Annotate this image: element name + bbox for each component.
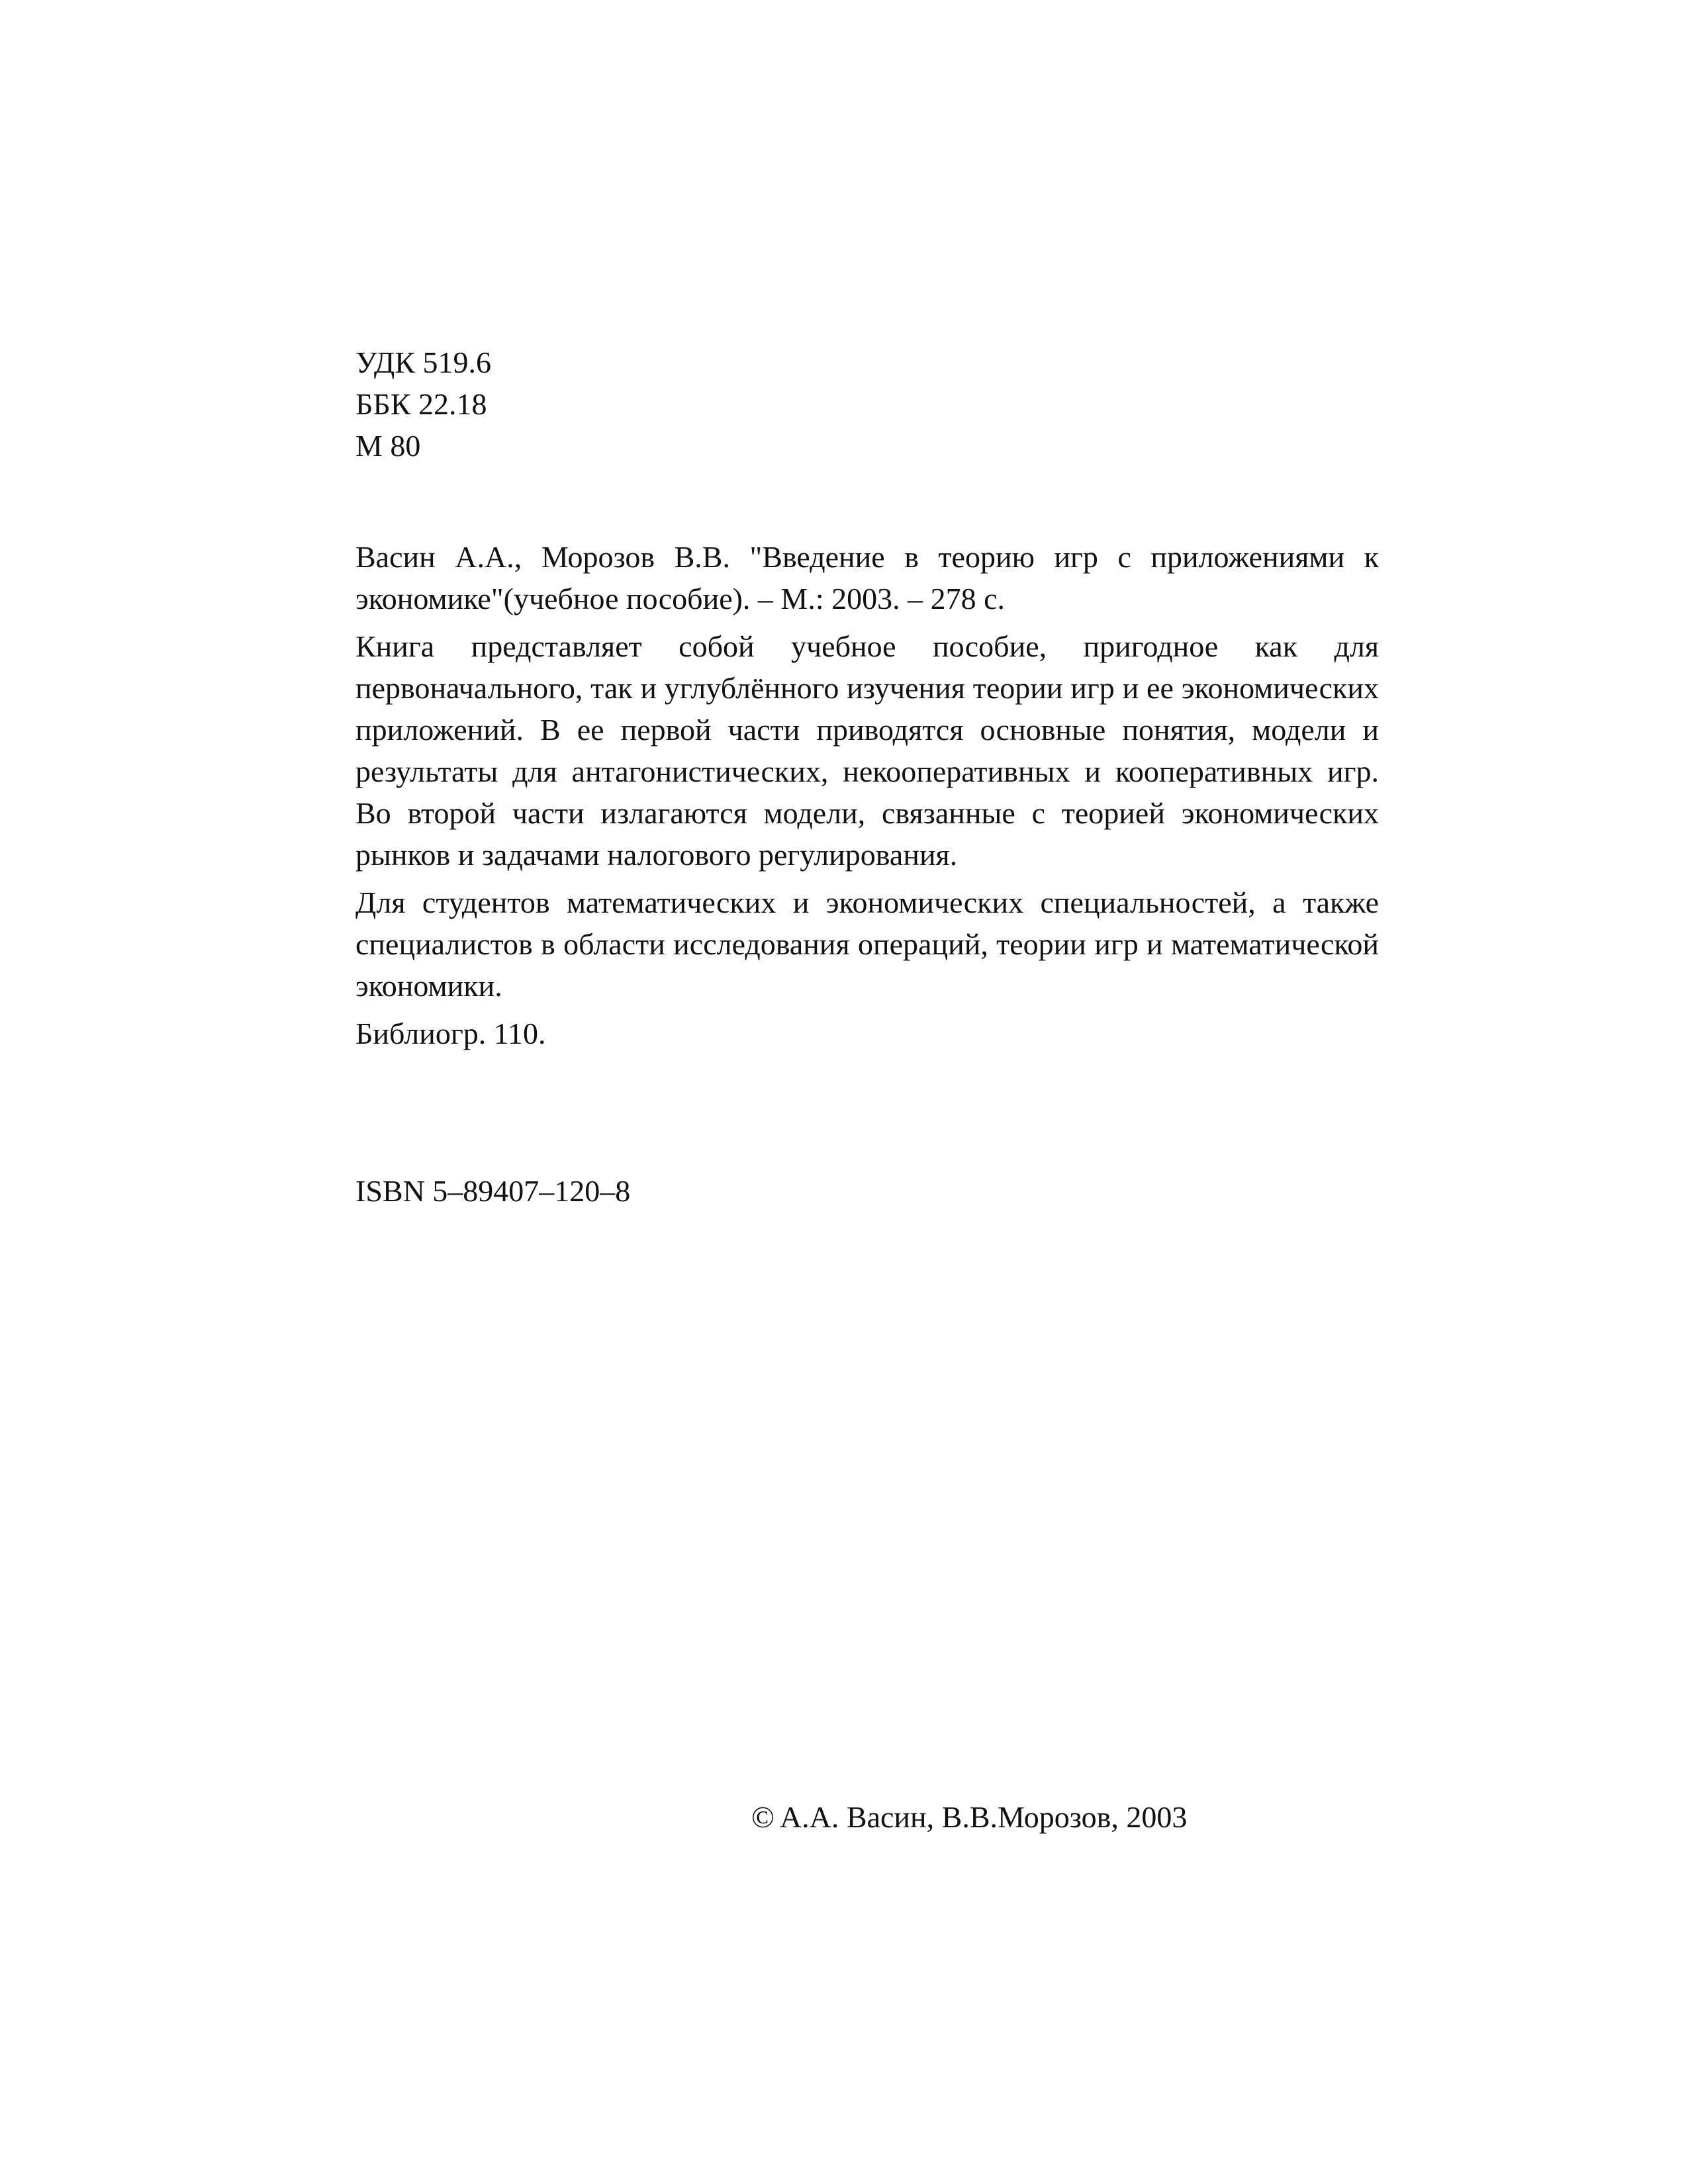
annotation [355, 536, 1379, 1060]
author-mark: М 80 [355, 429, 421, 463]
classification-codes [355, 341, 491, 467]
isbn-number: ISBN 5–89407–120–8 [355, 1174, 631, 1208]
bibliographic-citation: Васин А.А., Морозов В.В. "Введение в теорию игр с приложениями к экономике"(учебное пособие). – М.: 2003. – 278 с. [355, 540, 1379, 615]
copyright-notice [751, 1796, 1187, 1838]
annotation-paragraph: Книга представляет собой учебное пособие, пригодное как для первоначального, так и углублённого изучения теории игр и ее экономических приложений. В ее первой части приводятся основные понятия, модели и результаты для антагонистических, некооперативных и кооперативных игр. Во второй части излагаются модели, связанные с теорией экономических рынков и задачами налогового регулирования. [355, 629, 1379, 872]
copyright-holders: А.А. Васин, В.В.Морозов, 2003 [779, 1800, 1188, 1834]
udk-code: УДК 519.6 [355, 345, 491, 379]
bbk-code: ББК 22.18 [355, 387, 487, 421]
bibliography-count: Библиогр. 110. [355, 1017, 546, 1050]
audience-paragraph: Для студентов математических и экономических специальностей, а также специалистов в области исследования операций, теории игр и математической экономики. [355, 886, 1379, 1003]
copyright-sign: © [751, 1800, 774, 1834]
